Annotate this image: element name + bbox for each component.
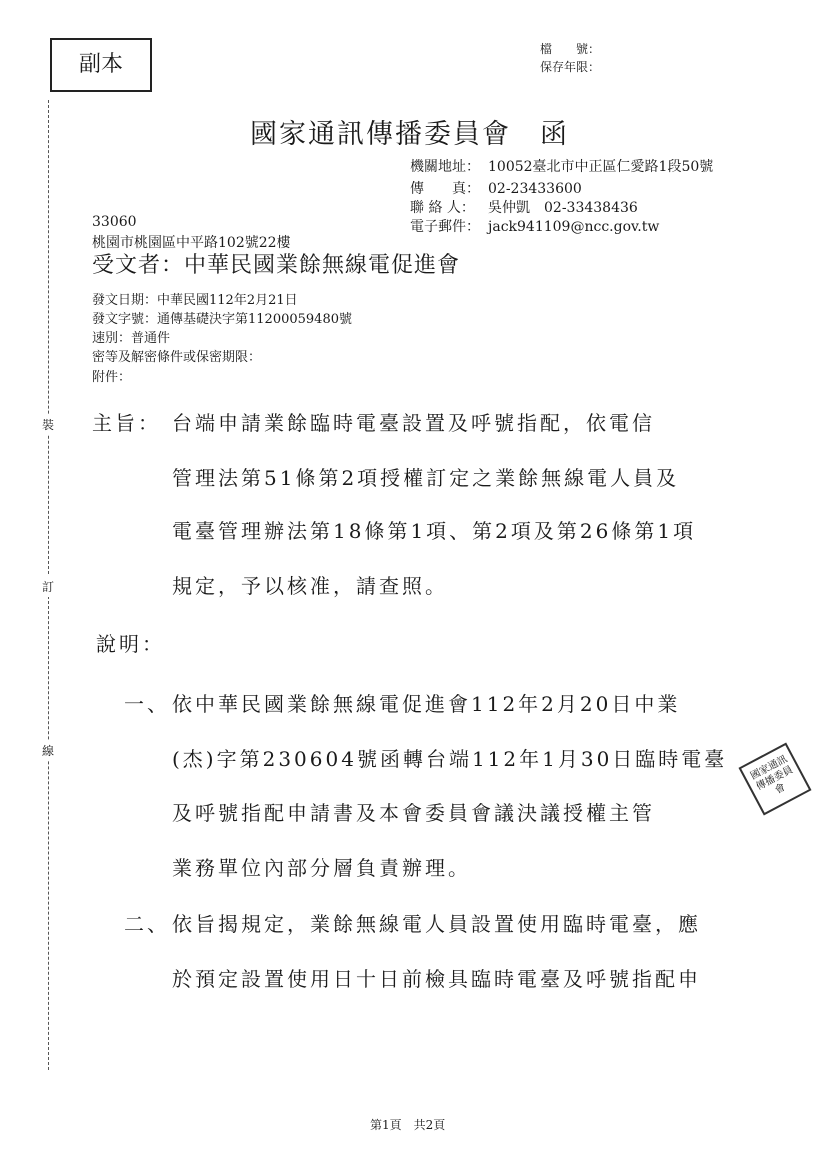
subject-line: 台端申請業餘臨時電臺設置及呼號指配，依電信 <box>172 411 655 435</box>
item-marker: 二、 <box>124 912 170 936</box>
address-label: 機關地址： <box>410 159 480 175</box>
attachment: 附件： <box>92 370 132 385</box>
contact-email <box>410 216 659 236</box>
item-line: 依中華民國業餘無線電促進會112年2月20日中業 <box>172 692 681 716</box>
document-number: 發文字號：通傳基礎決字第11200059480號 <box>92 312 352 327</box>
recipient-street: 桃園市桃園區中平路102號22樓 <box>92 235 291 251</box>
issue-date: 發文日期：中華民國112年2月21日 <box>92 293 298 308</box>
binding-char-top: 裝 <box>42 414 54 435</box>
person-label: 聯 絡 人： <box>410 200 475 216</box>
secrecy: 密等及解密條件或保密期限： <box>92 350 262 365</box>
contact-fax <box>410 178 582 198</box>
subject-label: 主旨： <box>92 411 161 435</box>
explanation-label: 說明： <box>96 632 165 656</box>
postal-code: 33060 <box>92 214 137 230</box>
binding-char-middle: 訂 <box>42 576 54 597</box>
item-line: 及呼號指配申請書及本會委員會議決議授權主管 <box>172 801 655 825</box>
contact-person <box>410 197 638 217</box>
item-line: (杰)字第230604號函轉台端112年1月30日臨時電臺 <box>172 747 728 771</box>
subject-line: 電臺管理辦法第18條第1項、第2項及第26條第1項 <box>172 519 697 543</box>
retention-label: 保存年限： <box>540 60 601 74</box>
document-title: 國家通訊傳播委員會 函 <box>250 119 569 150</box>
file-number-label: 檔 號： <box>540 42 601 56</box>
binding-char-bottom: 線 <box>42 740 54 761</box>
fax-label: 傳 真： <box>410 181 480 197</box>
item-marker: 一、 <box>124 692 170 716</box>
recipient: 受文者：中華民國業餘無線電促進會 <box>92 253 461 278</box>
subject-line: 規定，予以核准，請查照。 <box>172 574 448 598</box>
item-line: 依旨揭規定，業餘無線電人員設置使用臨時電臺，應 <box>172 912 701 936</box>
fax-value: 02-23433600 <box>488 181 582 197</box>
speed: 速別：普通件 <box>92 331 171 346</box>
item-line: 業務單位內部分層負責辦理。 <box>172 856 471 880</box>
page-number: 第1頁 共2頁 <box>370 1118 446 1132</box>
person-value: 吳仲凱 02-33438436 <box>488 200 638 216</box>
official-seal: 國家通訊傳播委員會 <box>738 742 811 815</box>
email-value: jack941109@ncc.gov.tw <box>488 219 660 235</box>
copy-stamp: 副本 <box>50 38 152 92</box>
subject-line: 管理法第51條第2項授權訂定之業餘無線電人員及 <box>172 466 680 490</box>
address-value: 10052臺北市中正區仁愛路1段50號 <box>488 159 714 175</box>
item-line: 於預定設置使用日十日前檢具臨時電臺及呼號指配申 <box>172 967 701 991</box>
email-label: 電子郵件： <box>410 219 480 235</box>
contact-address <box>410 156 713 176</box>
